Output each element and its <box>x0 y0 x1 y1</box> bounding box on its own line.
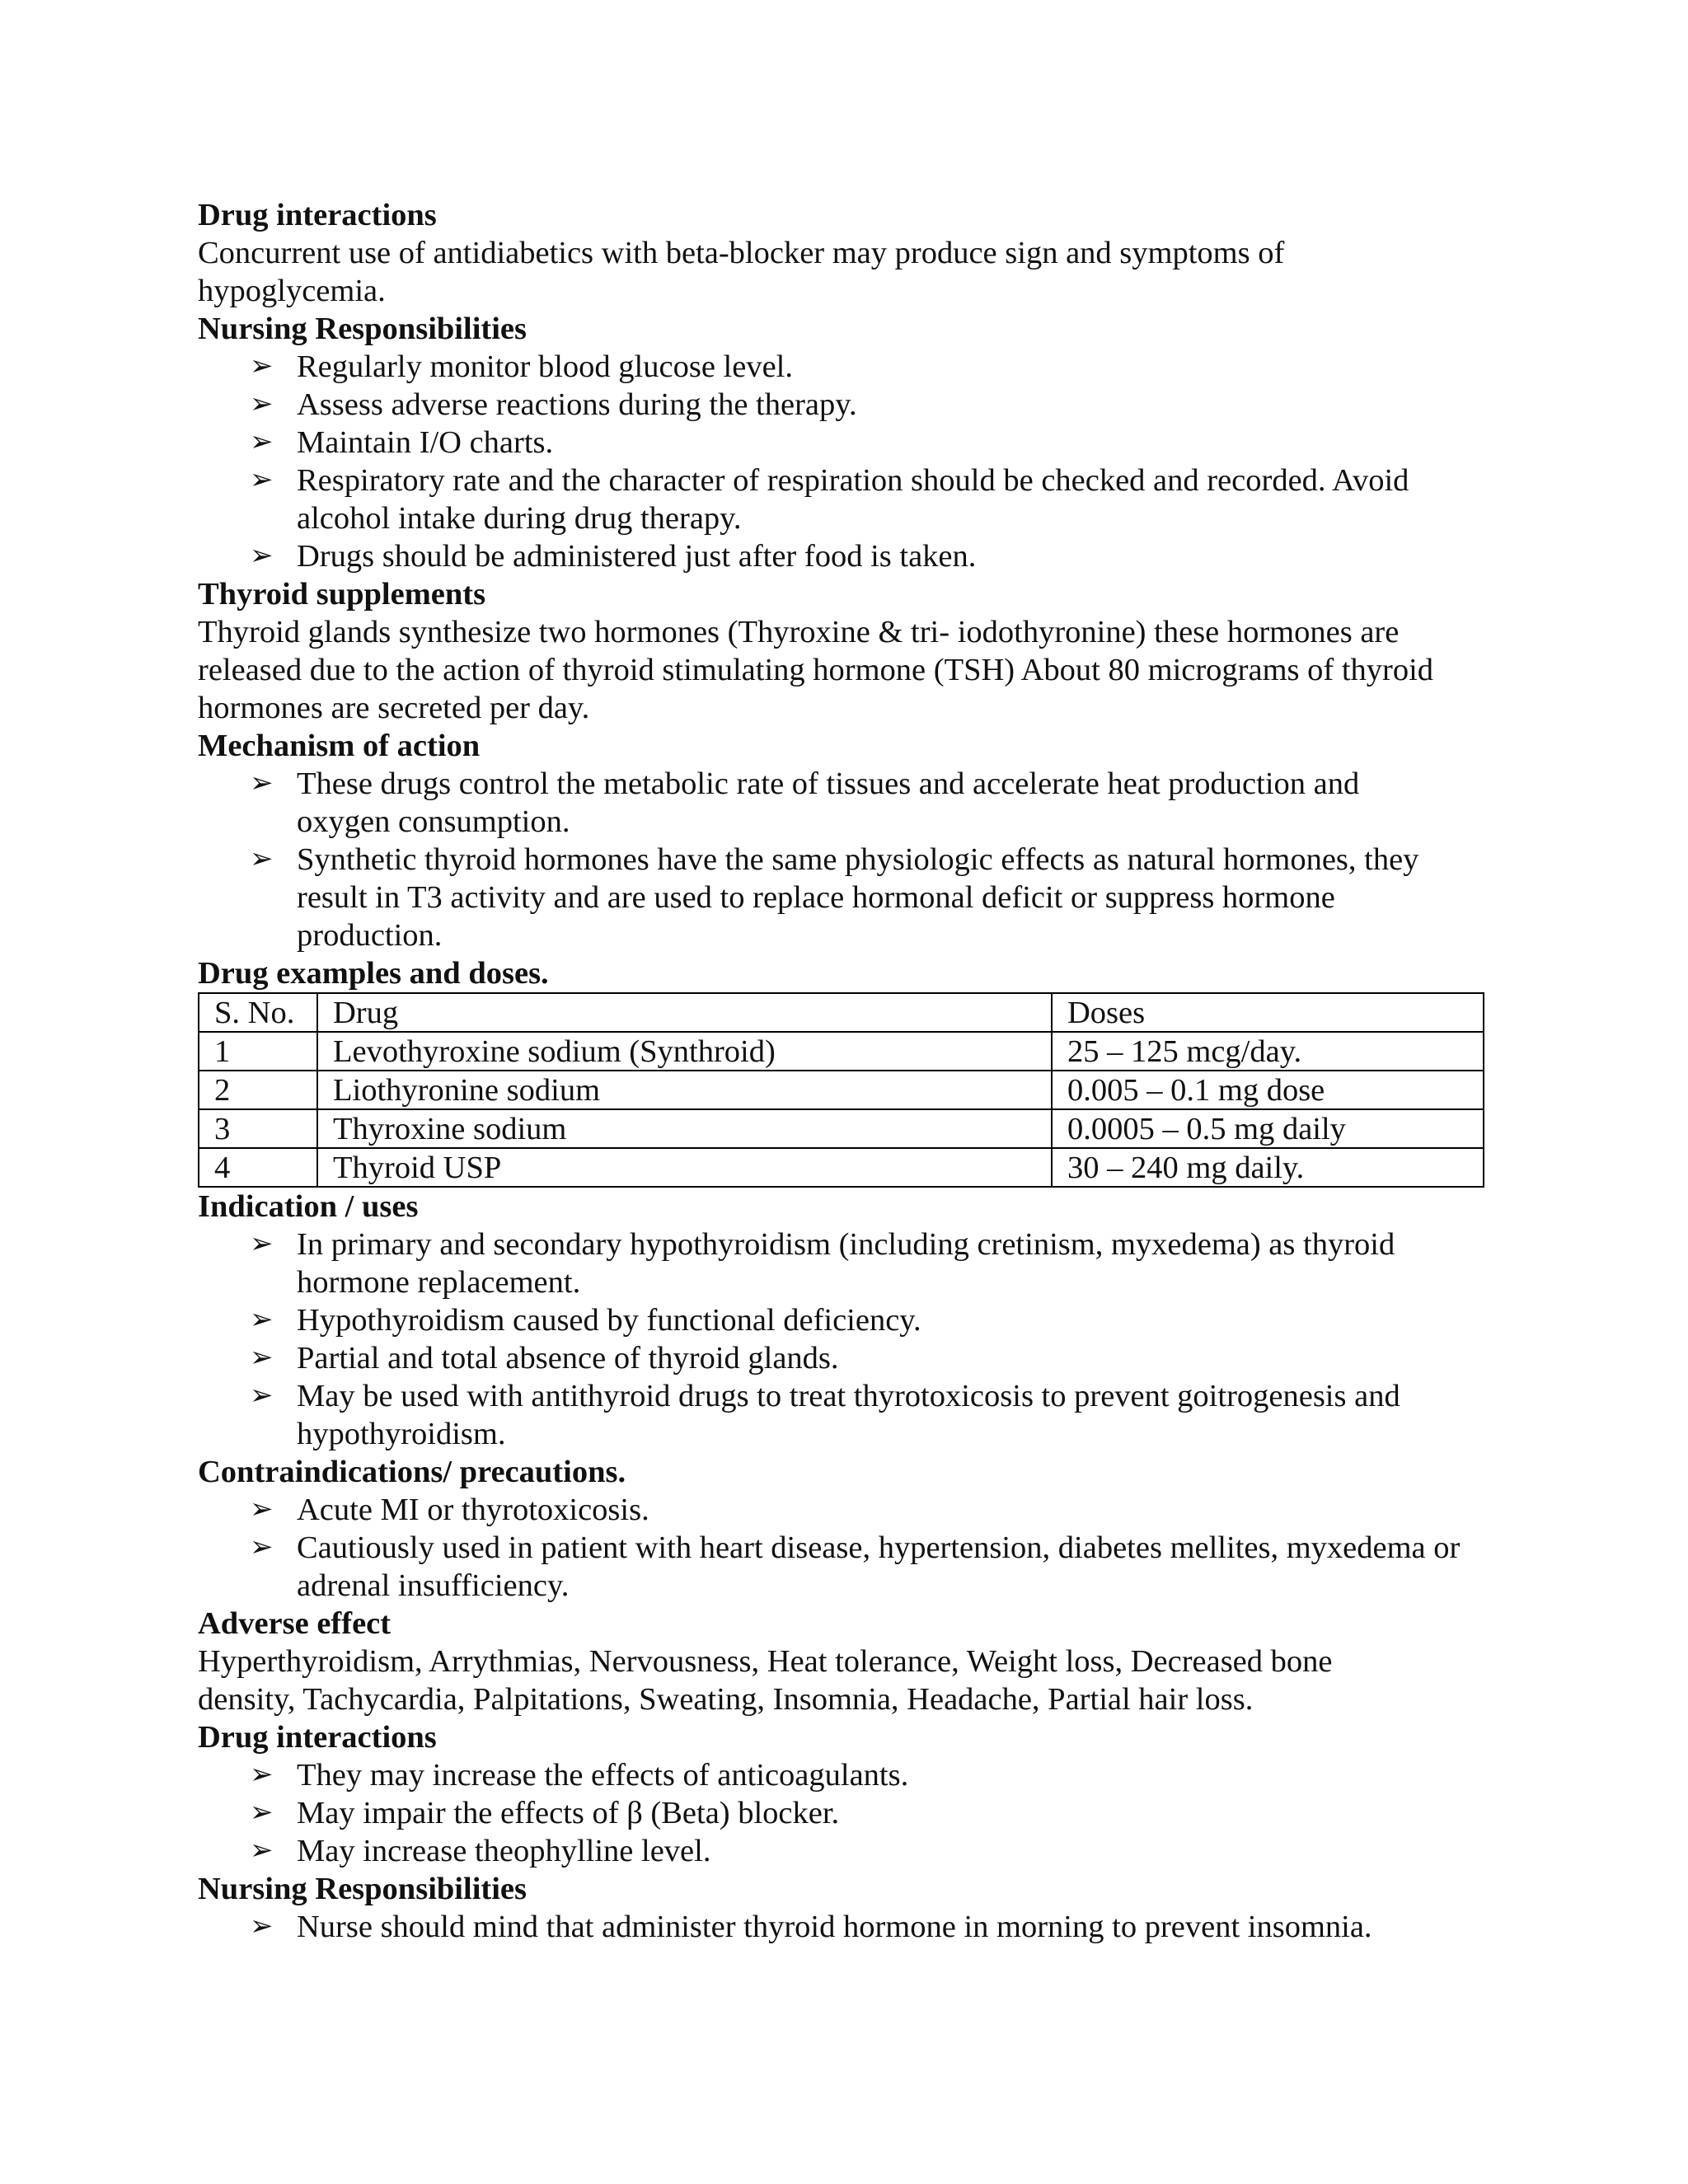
paragraph-drug-interactions: Concurrent use of antidiabetics with beta-blocker may produce sign and symptoms of hypoglycemia. <box>198 236 1285 308</box>
arrow-bullet-icon: ➢ <box>250 1380 274 1411</box>
list-item: ➢ Maintain I/O charts. <box>250 425 554 460</box>
arrow-bullet-icon: ➢ <box>250 1911 274 1942</box>
list-item: ➢ Synthetic thyroid hormones have the same physiologic effects as natural hormones, they result in T3 activity and are used to replace hormonal deficit or suppress hormone production. <box>250 842 1419 953</box>
heading-drug-interactions: Drug interactions <box>198 198 437 232</box>
heading-contraindications: Contraindications/ precautions. <box>198 1455 626 1489</box>
table-row <box>199 1148 1484 1187</box>
arrow-bullet-icon: ➢ <box>250 427 274 457</box>
arrow-bullet-icon: ➢ <box>250 389 274 419</box>
contraindications-list <box>198 1491 1484 1605</box>
table-row <box>199 1071 1484 1109</box>
list-item: ➢ Assess adverse reactions during the therapy. <box>250 387 857 422</box>
list-item: ➢ Acute MI or thyrotoxicosis. <box>250 1493 649 1527</box>
table-cell: Thyroxine sodium <box>317 1109 1052 1148</box>
arrow-bullet-icon: ➢ <box>250 768 274 799</box>
list-item: ➢ May impair the effects of β (Beta) blocker. <box>250 1796 840 1830</box>
arrow-bullet-icon: ➢ <box>250 1532 274 1563</box>
drug-doses-table <box>198 992 1484 1188</box>
table-cell: 0.005 – 0.1 mg dose <box>1052 1071 1484 1109</box>
table-cell: 1 <box>199 1032 317 1071</box>
heading-drug-examples: Drug examples and doses. <box>198 956 549 991</box>
heading-mechanism-of-action: Mechanism of action <box>198 729 481 763</box>
drug-interactions-list <box>198 1756 1484 1870</box>
table-cell: 2 <box>199 1071 317 1109</box>
arrow-bullet-icon: ➢ <box>250 351 274 382</box>
table-cell: 3 <box>199 1109 317 1148</box>
heading-drug-interactions-2: Drug interactions <box>198 1720 437 1755</box>
table-header-row <box>199 993 1484 1032</box>
arrow-bullet-icon: ➢ <box>250 1343 274 1373</box>
indication-list <box>198 1226 1484 1453</box>
table-row <box>199 1109 1484 1148</box>
paragraph-thyroid-supplements: Thyroid glands synthesize two hormones (Thyroxine & tri- iodothyronine) these hormones are released due to the action of thyroid stimulating hormone (TSH) About 80 micrograms of thyroid hormones are secreted per day. <box>198 615 1434 725</box>
table-cell: 25 – 125 mcg/day. <box>1052 1032 1484 1071</box>
table-cell: 30 – 240 mg daily. <box>1052 1148 1484 1187</box>
heading-nursing-responsibilities: Nursing Responsibilities <box>198 312 527 346</box>
list-item: ➢ These drugs control the metabolic rate of tissues and accelerate heat production and oxygen consumption. <box>250 766 1360 839</box>
nursing-responsibilities-list <box>198 348 1467 575</box>
arrow-bullet-icon: ➢ <box>250 1229 274 1259</box>
heading-nursing-responsibilities-2: Nursing Responsibilities <box>198 1872 527 1906</box>
arrow-bullet-icon: ➢ <box>250 1494 274 1525</box>
arrow-bullet-icon: ➢ <box>250 1305 274 1335</box>
table-cell: 4 <box>199 1148 317 1187</box>
table-cell: Levothyroxine sodium (Synthroid) <box>317 1032 1052 1071</box>
table-header-cell: Doses <box>1052 993 1484 1032</box>
list-item: ➢ In primary and secondary hypothyroidism (including cretinism, myxedema) as thyroid hormone replacement. <box>250 1227 1395 1300</box>
document-page <box>198 196 1484 1946</box>
list-item: ➢ May increase theophylline level. <box>250 1834 711 1868</box>
table-row <box>199 1032 1484 1071</box>
table-cell: 0.0005 – 0.5 mg daily <box>1052 1109 1484 1148</box>
paragraph-adverse-effect: Hyperthyroidism, Arrythmias, Nervousness, Heat tolerance, Weight loss, Decreased bone density, Tachycardia, Palpitations, Sweating, Insomnia, Headache, Partial hair loss. <box>198 1644 1333 1717</box>
list-item: ➢ Regularly monitor blood glucose level. <box>250 349 793 384</box>
list-item: ➢ Nurse should mind that administer thyroid hormone in morning to prevent insomnia. <box>250 1910 1372 1944</box>
table-cell: Liothyronine sodium <box>317 1071 1052 1109</box>
arrow-bullet-icon: ➢ <box>250 844 274 874</box>
table-header-cell: Drug <box>317 993 1052 1032</box>
list-item: ➢ Partial and total absence of thyroid glands. <box>250 1341 839 1376</box>
mechanism-list <box>198 765 1475 954</box>
heading-thyroid-supplements: Thyroid supplements <box>198 577 486 612</box>
arrow-bullet-icon: ➢ <box>250 1797 274 1828</box>
table-header-cell: S. No. <box>199 993 317 1032</box>
list-item: ➢ They may increase the effects of anticoagulants. <box>250 1758 909 1793</box>
arrow-bullet-icon: ➢ <box>250 465 274 495</box>
heading-adverse-effect: Adverse effect <box>198 1606 392 1641</box>
list-item: ➢ Drugs should be administered just after food is taken. <box>250 539 977 574</box>
nursing-responsibilities-list-2 <box>198 1908 1484 1946</box>
list-item: ➢ Respiratory rate and the character of respiration should be checked and recorded. Avoid alcohol intake during drug therapy. <box>250 463 1409 536</box>
table-cell: Thyroid USP <box>317 1148 1052 1187</box>
list-item: ➢ May be used with antithyroid drugs to treat thyrotoxicosis to prevent goitrogenesis and hypothyroidism. <box>250 1379 1400 1451</box>
list-item: ➢ Hypothyroidism caused by functional deficiency. <box>250 1303 921 1338</box>
list-item: ➢ Cautiously used in patient with heart disease, hypertension, diabetes mellites, myxedema or adrenal insufficiency. <box>250 1530 1461 1603</box>
heading-indication-uses: Indication / uses <box>198 1189 419 1224</box>
arrow-bullet-icon: ➢ <box>250 541 274 571</box>
arrow-bullet-icon: ➢ <box>250 1760 274 1790</box>
arrow-bullet-icon: ➢ <box>250 1835 274 1866</box>
